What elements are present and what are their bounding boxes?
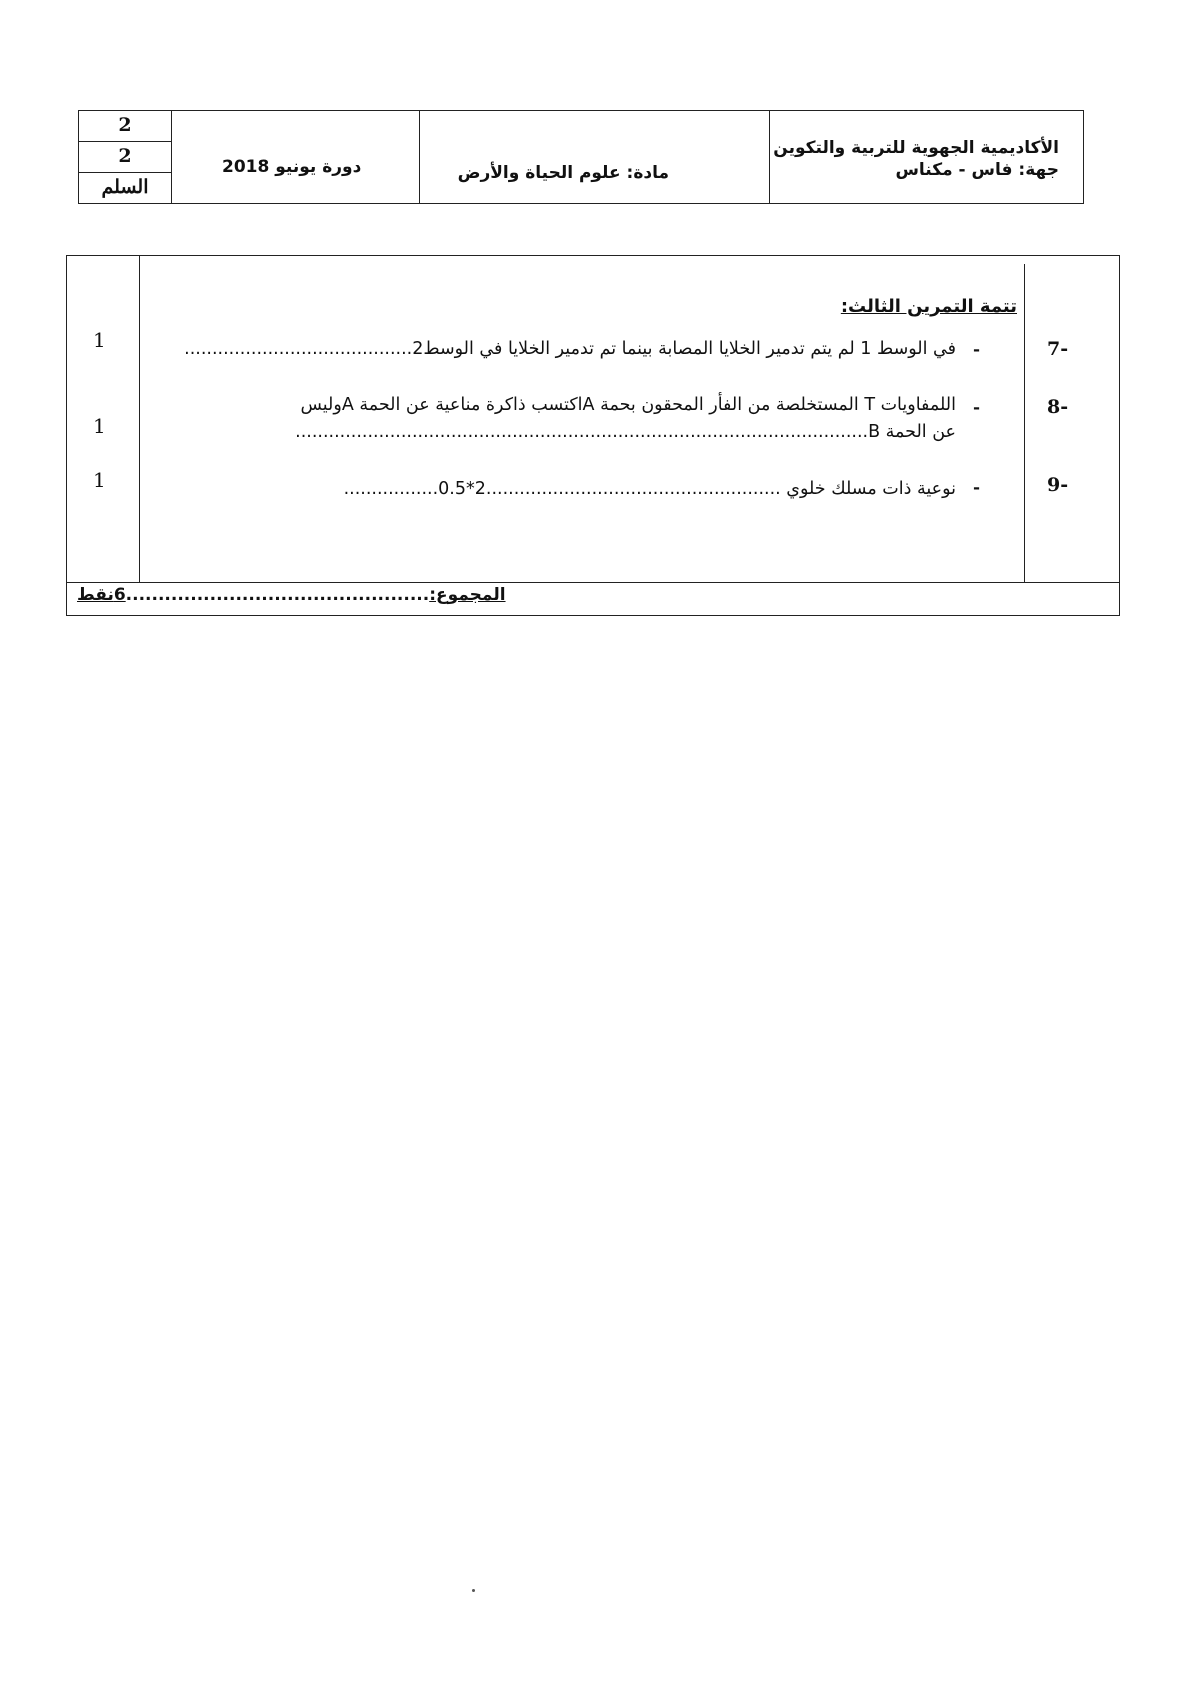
subject-cell bbox=[419, 111, 769, 203]
question-number-7: 7- bbox=[1047, 338, 1069, 360]
mark-8: 1 bbox=[93, 414, 106, 438]
total-dots: ............................................... bbox=[125, 585, 430, 605]
scale-value-2: 2 bbox=[79, 142, 171, 173]
scale-value-1: 2 bbox=[79, 111, 171, 142]
item-dash: - bbox=[973, 398, 981, 418]
mark-7: 1 bbox=[93, 328, 106, 352]
exam-subject: مادة: علوم الحياة والأرض bbox=[457, 163, 669, 183]
mark-9: 1 bbox=[93, 468, 106, 492]
total-points: 6نقط bbox=[77, 585, 126, 605]
scale-label: السلم bbox=[101, 176, 149, 198]
answer-text-7: في الوسط 1 لم يتم تدمير الخلايا المصابة بينما تم تدمير الخلايا في الوسط2......................................... bbox=[184, 339, 956, 359]
academy-cell bbox=[769, 111, 1083, 203]
section-title: تتمة التمرين الثالث: bbox=[840, 296, 1017, 317]
answer-key-table bbox=[66, 255, 1120, 616]
question-number-8: 8- bbox=[1047, 396, 1069, 418]
total-label: المجموع: bbox=[429, 585, 506, 605]
session-cell bbox=[171, 111, 419, 203]
answer-text-9: نوعية ذات مسلك خلوي .....................................................2*0.5................. bbox=[343, 479, 956, 499]
answer-text-8-line-2: عن الحمة B....................................................................................................... bbox=[295, 422, 956, 442]
scale-column bbox=[79, 111, 171, 203]
marks-column-divider bbox=[139, 256, 140, 582]
question-number-9: 9- bbox=[1047, 474, 1069, 496]
academy-line-2: جهة: فاس - مكناس bbox=[895, 160, 1059, 180]
academy-name bbox=[773, 137, 1059, 181]
scan-speck bbox=[472, 1589, 475, 1592]
numbers-column-divider bbox=[1024, 264, 1025, 582]
total-line bbox=[77, 585, 506, 605]
item-dash: - bbox=[973, 340, 981, 360]
answer-text-8-line-1: اللمفاويات T المستخلصة من الفأر المحقون بحمة Aاكتسب ذاكرة مناعية عن الحمة Aوليس bbox=[300, 395, 956, 415]
exam-header bbox=[78, 110, 1084, 204]
exam-session: دورة يونيو 2018 bbox=[222, 157, 362, 177]
total-row bbox=[67, 582, 1119, 615]
academy-line-1: الأكاديمية الجهوية للتربية والتكوين bbox=[773, 138, 1059, 158]
item-dash: - bbox=[973, 478, 981, 498]
